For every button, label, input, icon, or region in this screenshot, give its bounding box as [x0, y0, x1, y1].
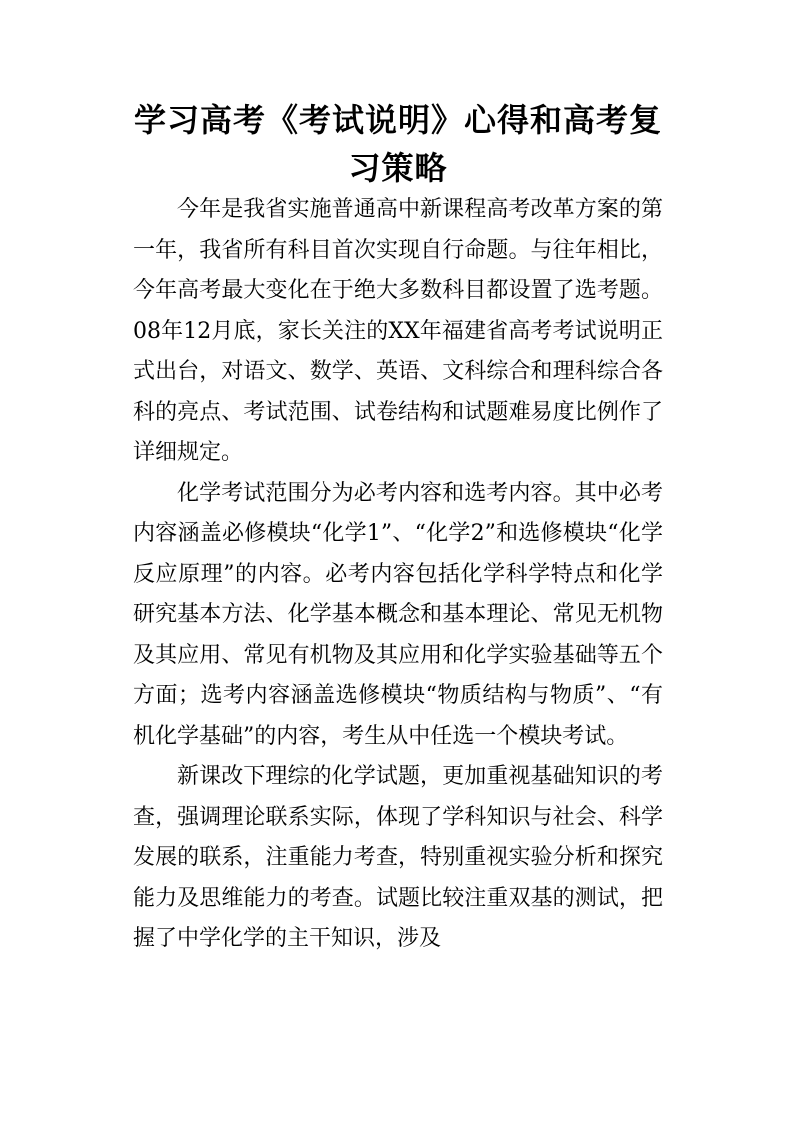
paragraph-exam-overview: 今年是我省实施普通高中新课程高考改革方案的第一年，我省所有科目首次实现自行命题。与往年相比，今年高考最大变化在于绝大多数科目都设置了选考题。08年12月底，家长关注的XX年福建省高考考试说明正式出台，对语文、数学、英语、文科综合和理科综合各科的亮点、考试范围、试卷结构和试题难易度比例作了详细规定。	[133, 197, 663, 465]
paragraph-chemistry-scope: 化学考试范围分为必考内容和选考内容。其中必考内容涵盖必修模块“化学1”、“化学2”和选修模块“化学反应原理”的内容。必考内容包括化学科学特点和化学研究基本方法、化学基本概念和基本理论、常见无机物及其应用、常见有机物及其应用和化学实验基础等五个方面；选考内容涵盖选修模块“物质结构与物质”、“有机化学基础”的内容，考生从中任选一个模块考试。	[133, 480, 663, 749]
document-title: 学习高考《考试说明》心得和高考复习策略	[133, 101, 662, 187]
document-body	[133, 190, 663, 960]
paragraph-new-curriculum: 新课改下理综的化学试题，更加重视基础知识的考查，强调理论联系实际，体现了学科知识与社会、科学发展的联系，注重能力考查，特别重视实验分析和探究能力及思维能力的考查。试题比较注重双基的测试，把握了中学化学的主干知识，涉及	[133, 764, 663, 951]
